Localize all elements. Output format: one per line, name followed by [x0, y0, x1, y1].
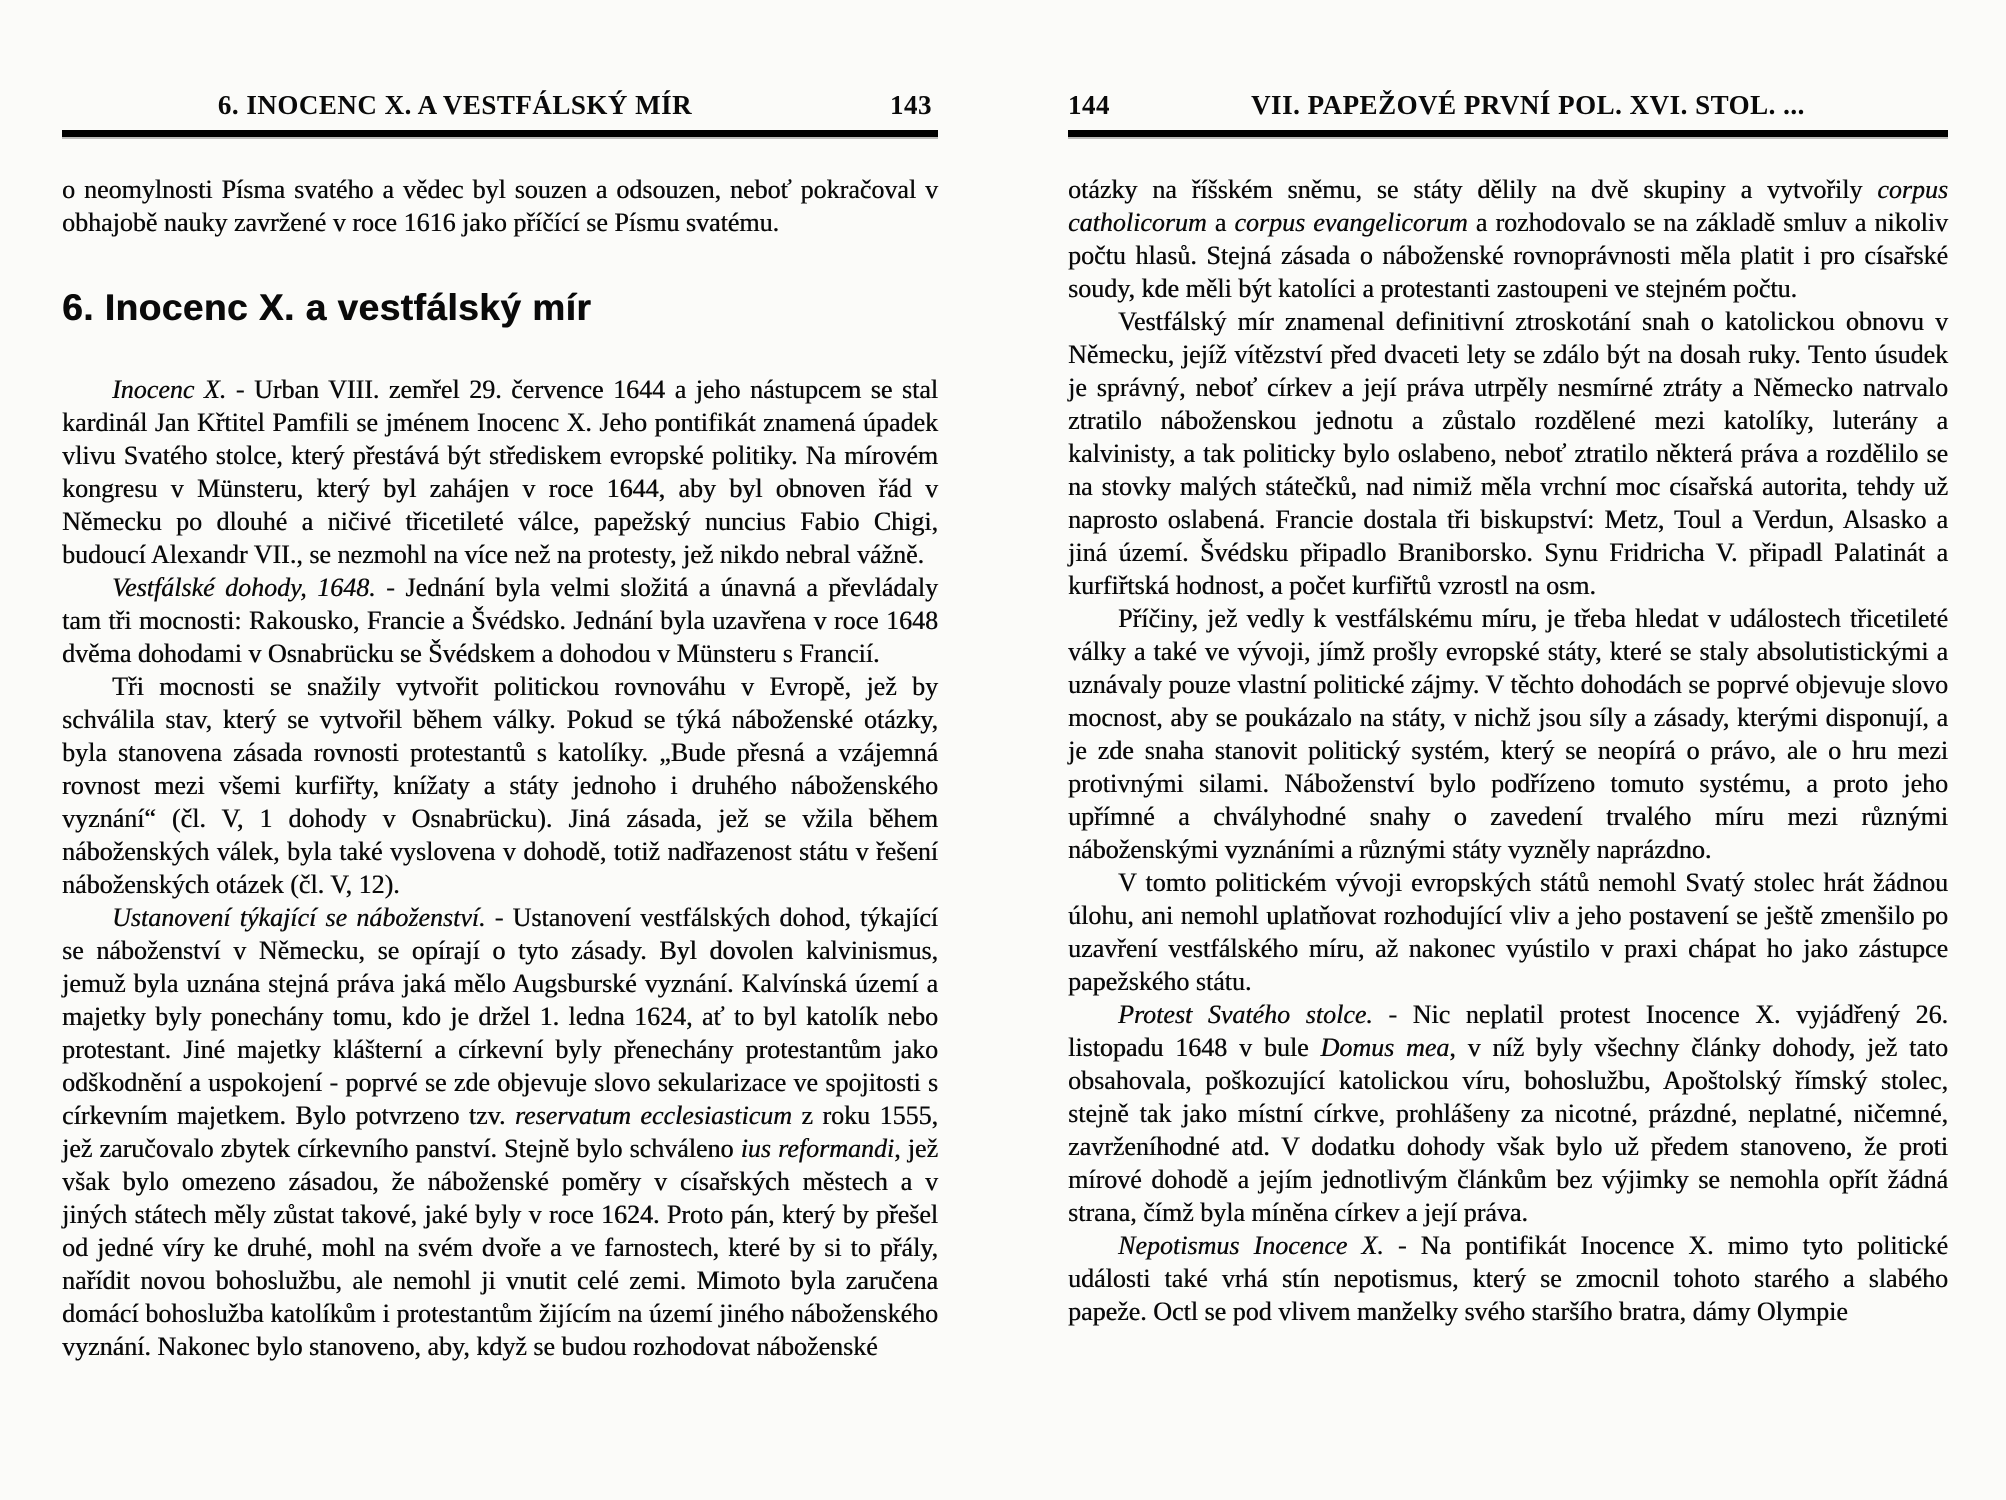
- page-number: 144: [1068, 90, 1110, 120]
- head-rule: [1068, 130, 1948, 137]
- paragraph: Ustanovení týkající se náboženství. - Ustanovení vestfálských dohod, týkající se náboženství v Německu, se opírají o tyto zásady. Byl dovolen kalvinismus, jemuž byla uznána stejná práva jaká mělo Augsburské vyznání. Kalvínská území a majetky byly ponechány tomu, kdo je držel 1. ledna 1624, ať to byl katolík nebo protestant. Jiné majetky klášterní a církevní byly přenechány protestantům jako odškodnění a uspokojení - poprvé se zde objevuje slovo sekularizace ve spojitosti s církevním majetkem. Bylo potvrzeno tzv. reservatum ecclesiasticum z roku 1555, jež zaručovalo zbytek církevního panství. Stejně bylo schváleno ius reformandi, jež však bylo omezeno zásadou, že náboženské poměry v císařských městech a v jiných státech měly zůstat takové, jaké byly v roce 1624. Proto pán, který by přešel od jedné víry ke druhé, mohl na svém dvoře a ve farnostech, které by si to přály, nařídit novou bohoslužbu, ale nemohl ji vnutit celé zemi. Mimoto byla zaručena domácí bohoslužba katolíkům i protestantům žijícím na území jiného náboženského vyznání. Nakonec bylo stanoveno, aby, když se budou rozhodovat náboženské: [62, 903, 938, 1361]
- left-running-head: [62, 90, 938, 126]
- continuation-paragraph: o neomylnosti Písma svatého a vědec byl souzen a odsouzen, neboť pokračoval v obhajobě nauky zavržené v roce 1616 jako příčící se Písmu svatému.: [62, 175, 938, 237]
- paragraph: Vestfálské dohody, 1648. - Jednání byla velmi složitá a únavná a převládaly tam tři mocnosti: Rakousko, Francie a Švédsko. Jednání byla uzavřena v roce 1648 dvěma dohodami v Osnabrücku se Švédskem a dohodou v Münsteru s Francií.: [62, 573, 939, 668]
- right-page-body: [1068, 173, 1948, 1328]
- continuation-paragraph: otázky na říšském sněmu, se státy dělily na dvě skupiny a vytvořily corpus catholicorum a corpus evangelicorum a rozhodovalo se na základě smluv a nikoliv počtu hlasů. Stejná zásada o náboženské rovnoprávnosti měla platit i pro císařské soudy, kde měli být katolíci a protestanti zastoupeni ve stejném počtu.: [1068, 175, 1948, 303]
- right-page: [1068, 90, 1948, 1500]
- paragraph: Nepotismus Inocence X. - Na pontifikát Inocence X. mimo tyto politické události také vrhá stín nepotismus, který se zmocnil tohoto starého a slabého papeže. Octl se pod vlivem manželky svého staršího bratra, dámy Olympie: [1068, 1231, 1948, 1326]
- left-page: [62, 90, 938, 1500]
- section-heading: 6. Inocenc X. a vestfálský mír: [62, 287, 592, 328]
- right-running-head: [1068, 90, 1948, 126]
- paragraph: Protest Svatého stolce. - Nic neplatil protest Inocence X. vyjádřený 26. listopadu 1648 v bule Domus mea, v níž byly všechny články dohody, jež tato obsahovala, poškozující katolickou víru, bohoslužbu, Apoštolský římský stolec, stejně tak jako místní církve, prohlášeny za nicotné, prázdné, neplatné, ničemné, zavrženíhodné atd. V dodatku dohody však bylo už předem stanoveno, že proti mírové dohodě a jejím jednotlivým článkům bez výjimky se nemohla opřít žádná strana, čímž byla míněna církev a její práva.: [1068, 1000, 1948, 1227]
- left-page-body: [62, 173, 938, 1363]
- head-rule: [62, 130, 938, 137]
- running-head-title: VII. PAPEŽOVÉ PRVNÍ POL. XVI. STOL. ...: [1251, 90, 1805, 120]
- paragraph: Inocenc X. - Urban VIII. zemřel 29. července 1644 a jeho nástupcem se stal kardinál Jan Křtitel Pamfili se jménem Inocenc X. Jeho pontifikát znamená úpadek vlivu Svatého stolce, který přestává být střediskem evropské politiky. Na mírovém kongresu v Münsteru, který byl zahájen v roce 1644, aby byl obnoven řád v Německu po dlouhé a ničivé třicetileté válce, papežský nuncius Fabio Chigi, budoucí Alexandr VII., se nezmohl na více než na protesty, jež nikdo nebral vážně.: [62, 375, 938, 569]
- paragraph: Tři mocnosti se snažily vytvořit politickou rovnováhu v Evropě, jež by schválila stav, který se vytvořil během války. Pokud se týká náboženské otázky, byla stanovena zásada rovnosti protestantů s katolíky. „Bude přesná a vzájemná rovnost mezi všemi kurfiřty, knížaty a státy jednoho i druhého náboženského vyznání“ (čl. V, 1 dohody v Osnabrücku). Jiná zásada, jež se vžila během náboženských válek, byla také vyslovena v dohodě, totiž nadřazenost státu v řešení náboženských otázek (čl. V, 12).: [62, 672, 938, 899]
- page-number: 143: [890, 90, 932, 120]
- paragraph: Vestfálský mír znamenal definitivní ztroskotání snah o katolickou obnovu v Německu, jejíž vítězství před dvaceti lety se zdálo být na dosah ruky. Tento úsudek je správný, neboť církev a její práva utrpěly nesmírné ztráty a Německo natrvalo ztratilo náboženskou jednotu a zůstalo rozdělené mezi katolíky, luterány a kalvinisty, a tak politicky bylo oslabeno, neboť ztratilo některá práva a rozdělilo se na stovky malých státečků, nad nimiž měla vrchní moc císařská autorita, tehdy už naprosto oslabená. Francie dostala tři biskupství: Metz, Toul a Verdun, Alsasko a jiná území. Švédsku připadlo Braniborsko. Synu Fridricha V. připadl Palatinát a kurfiřtská hodnost, a počet kurfiřtů vzrostl na osm.: [1068, 307, 1948, 600]
- running-head-title: 6. INOCENC X. A VESTFÁLSKÝ MÍR: [217, 90, 693, 120]
- paragraph: V tomto politickém vývoji evropských států nemohl Svatý stolec hrát žádnou úlohu, ani nemohl uplatňovat rozhodující vliv a jeho postavení se ještě zmenšilo po uzavření vestfálského míru, až nakonec vyústilo v praxi chápat ho jako zástupce papežského státu.: [1068, 868, 1948, 996]
- paragraph: Příčiny, jež vedly k vestfálskému míru, je třeba hledat v událostech třicetileté války a také ve vývoji, jímž prošly evropské státy, které se staly absolutistickými a uznávaly pouze vlastní politické zájmy. V těchto dohodách se poprvé objevuje slovo mocnost, aby se poukázalo na státy, v nichž jsou síly a zásady, kterými disponují, a je zde snaha stanovit politický systém, který se neopírá o právo, ale o hru mezi protivnými silami. Náboženství bylo podřízeno tomuto systému, a proto jeho upřímné a chvályhodné snahy o zavedení trvalého míru mezi různými náboženskými vyznáními a různými státy vyzněly naprázdno.: [1068, 604, 1948, 864]
